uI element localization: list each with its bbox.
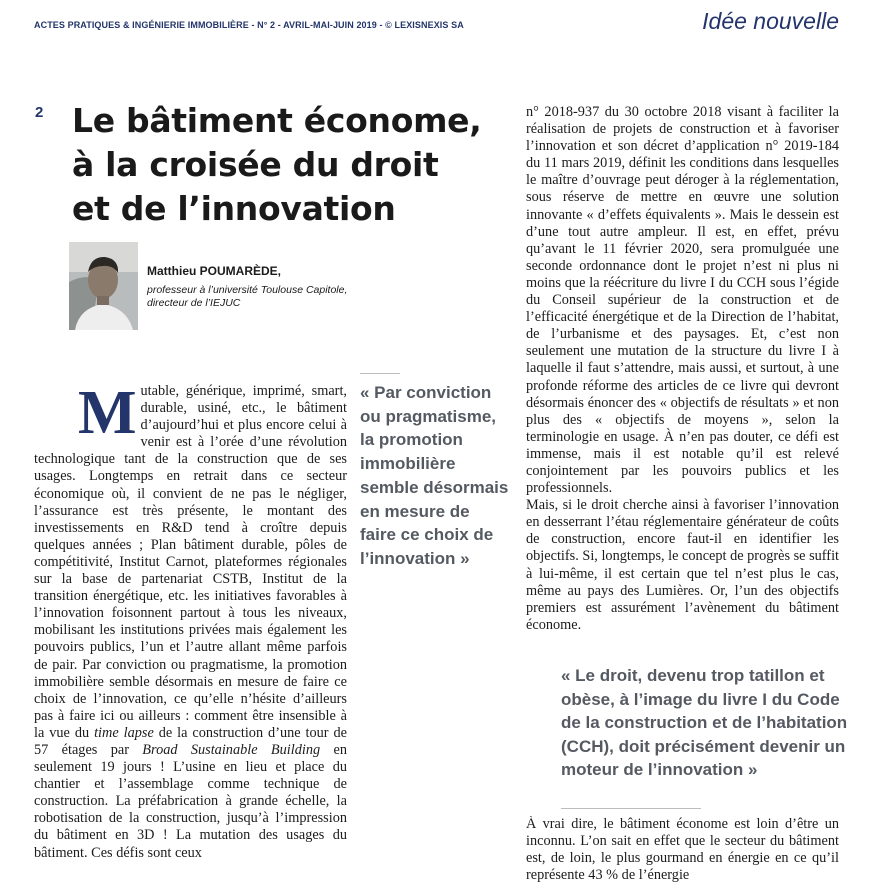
body-paragraph: utable, générique, imprimé, smart, durable, usiné, etc., le bâtiment d’aujourd’hui et plus encore celui à venir est à l’orée d’une révolution technologique tant de la construction que de ses usages. Longtemps en retrait dans ce secteur économique où, il convient de ne pas le négliger, l’assurance est très présente, le montant des investissements en R&D tend à croître depuis quelques années ; Plan bâtiment durable, pôles de compétitivité, Institut Carnot, plateformes régionales sur la base de partenariat CSTB, Institut de la transition énergétique, etc. les initiatives favorables à l’innovation foisonnent partout à tous les niveaux, mobilisant les institutions privées mais également les pouvoirs publics, l’un et l’autre allant même parfois de pair. Par conviction ou pragmatisme, la promotion immobilière semble désormais en mesure de faire ce choix de l’innovation, ce qu’elle n’hésite d’ailleurs pas à faire ici ou ailleurs : comment être insensible à la vue du time lapse de la construction d’une tour de 57 étages par Broad Sustainable Building en seulement 19 jours ! L’usine en lieu et place du chantier et l’assemblage comme technique de construction. La préfabrication à grande échelle, la robotisation de la construction, jusqu’à l’impression du bâtiment en 3D ! La mutation des usages du bâtiment. Ces défis sont ceux <box>34 383 347 861</box>
pullquote-right: « Le droit, devenu trop tatillon et obèse, à l’image du livre I du Code de la construction et de l’habitation (CCH), doit précisément devenir un moteur de l’innovation » <box>561 666 848 779</box>
author-photo <box>69 242 138 330</box>
pullquote-middle: « Par conviction ou pragmatisme, la promotion immobilière semble désormais en mesure de faire ce choix de l’innovation » <box>360 383 509 568</box>
article-title <box>72 99 512 231</box>
body-paragraph: Mais, si le droit cherche ainsi à favoriser l’innovation en desserrant l’étau réglementaire générateur de coûts de construction, encore faut-il en identifier les objectifs. Si, longtemps, le concept de progrès se suffit à lui-même, il est certain que tel n’est plus le cas, même au pays des Lumières. Or, l’un des objectifs premiers est assurément l’avènement du bâtiment économe. <box>526 497 839 633</box>
author-role-line: directeur de l’IEJUC <box>147 297 241 309</box>
author-role-line: professeur à l’université Toulouse Capitole, <box>147 284 348 296</box>
body-paragraph: À vrai dire, le bâtiment économe est loin d’être un inconnu. L’on sait en effet que le secteur du bâtiment est, de loin, le plus gourmand en énergie en ce qu’il représente 43 % de l’énergie <box>526 816 839 884</box>
body-column-right <box>526 104 839 664</box>
article-title-line: Le bâtiment économe, <box>72 101 482 140</box>
author-role <box>147 284 347 310</box>
header-meta: ACTES PRATIQUES & INGÉNIERIE IMMOBILIÈRE - N° 2 - AVRIL-MAI-JUIN 2019 - © LEXISNEXIS SA <box>34 20 464 30</box>
article-title-line: à la croisée du droit <box>72 145 439 184</box>
article-number: 2 <box>35 104 44 121</box>
body-paragraph: n° 2018-937 du 30 octobre 2018 visant à faciliter la réalisation de projets de construction et à favoriser l’innovation et son décret d’application n° 2019-184 du 11 mars 2019, définit les conditions dans lesquelles le maître d’ouvrage peut déroger à la réglementation, sous réserve de mettre en œuvre une solution innovante « d’effets équivalents ». Mais le dessein est d’une tout autre ampleur. Il est, en effet, prévu qu’avant le 11 février 2020, sera promulguée une seconde ordonnance dont le projet n’est ni plus ni moins que la réécriture du livre I du CCH sous l’égide du Conseil supérieur de la construction et de l’efficacité énergétique et de la Direction de l’habitat, de l’urbanisme et des paysages. Et, c’est non seulement une mutation de la structure du livre I à laquelle il faut s’attendre, mais aussi, et surtout, à une profonde réforme des articles de ce livre qui devront désormais énoncer des « objectifs de résultats » et non plus des « objectifs de moyens », selon la terminologie en usage. À n’en pas douter, ce défi est immense, mais il est notable qu’il est relevé conjointement par les pouvoirs publics et les professionnels. <box>526 104 839 497</box>
body-column-right-bottom <box>526 816 839 886</box>
author-name: Matthieu POUMARÈDE, <box>147 264 282 278</box>
pullquote-divider <box>561 808 701 809</box>
pullquote-divider <box>360 373 400 374</box>
drop-cap: M <box>78 383 137 447</box>
body-column-left <box>34 383 347 886</box>
section-label: Idée nouvelle <box>702 8 839 34</box>
article-title-line: et de l’innovation <box>72 189 396 228</box>
